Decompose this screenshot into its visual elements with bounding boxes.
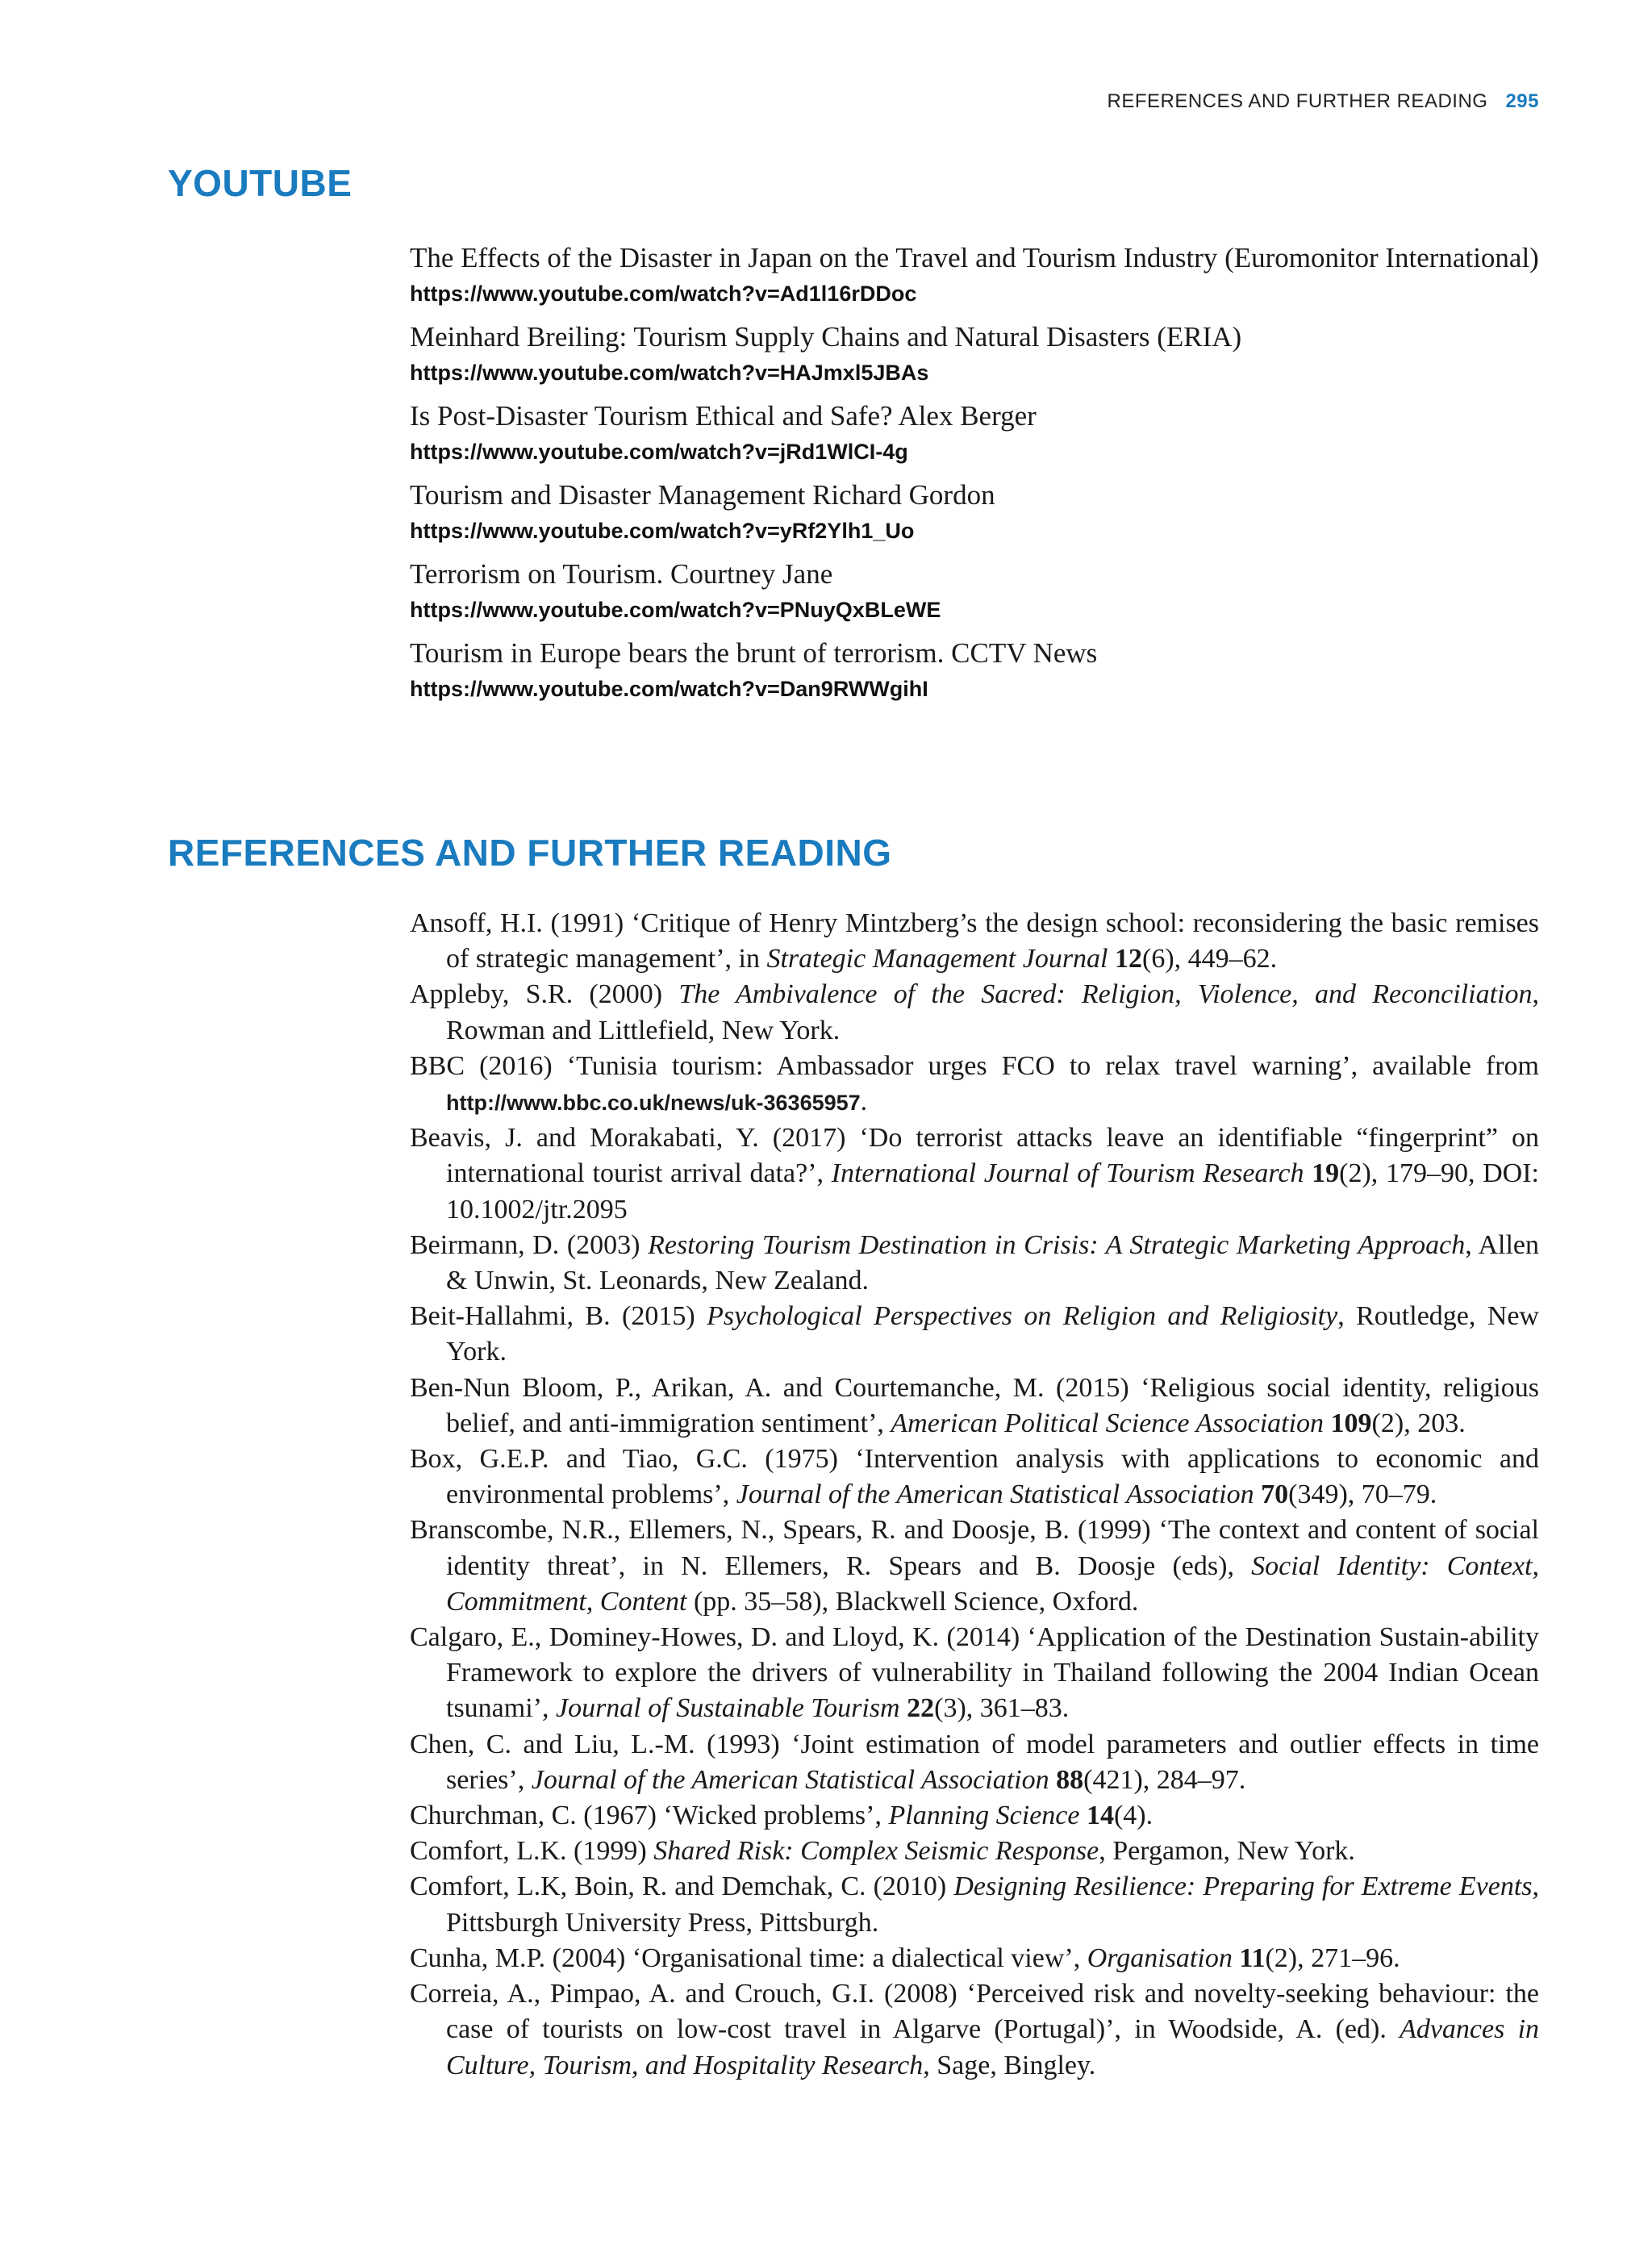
video-title: Tourism and Disaster Management Richard Gordon: [410, 479, 995, 511]
ref-text: Comfort, L.K. (1999): [410, 1836, 654, 1867]
reference-entry: [410, 1299, 1539, 1370]
ref-detail: (3), 361–83.: [934, 1693, 1070, 1724]
reference-entry: [410, 1976, 1539, 2084]
reference-entry: [410, 1228, 1539, 1299]
reference-entry: [410, 977, 1539, 1048]
ref-source: International Journal of Tourism Research: [831, 1158, 1304, 1189]
ref-text: Beavis, J. and Morakabati, Y. (2017) ‘Do terrorist attacks leave an identifiable “fingerprint” on international tourist arrival data?’,: [410, 1123, 1539, 1189]
youtube-entry: [410, 478, 1539, 549]
youtube-entry: [410, 557, 1539, 628]
ref-volume: 70: [1254, 1479, 1289, 1510]
reference-entry: [410, 1620, 1539, 1727]
ref-text: Appleby, S.R. (2000): [410, 979, 679, 1010]
reference-entry: [410, 1371, 1539, 1442]
ref-detail: , Sage, Bingley.: [923, 2050, 1096, 2080]
ref-text: BBC (2016) ‘Tunisia tourism: Ambassador urges FCO to relax travel warning’, available from: [410, 1050, 1539, 1081]
ref-text: Beirmann, D. (2003): [410, 1229, 649, 1260]
ref-detail: (421), 284–97.: [1083, 1764, 1246, 1795]
ref-detail: (2), 271–96.: [1265, 1942, 1400, 1973]
reference-entry: [410, 1834, 1539, 1869]
reference-entry: [410, 1442, 1539, 1513]
video-title: Meinhard Breiling: Tourism Supply Chains and Natural Disasters (ERIA): [410, 321, 1242, 353]
ref-source: Planning Science: [888, 1801, 1080, 1831]
video-link[interactable]: https://www.youtube.com/watch?v=PNuyQxBLeWE: [410, 598, 941, 622]
video-link[interactable]: https://www.youtube.com/watch?v=yRf2Ylh1_Uo: [410, 519, 915, 543]
ref-source: Advances in Culture, Tourism, and Hospitality Research: [446, 2014, 1540, 2080]
ref-source: Social Identity: Context, Commitment, Content: [446, 1550, 1539, 1617]
youtube-entry: [410, 240, 1539, 311]
ref-text: Ansoff, H.I. (1991) ‘Critique of Henry Mintzberg’s the design school: reconsidering the basic remises of strategic management’, in: [410, 908, 1539, 974]
ref-text: Beit-Hallahmi, B. (2015): [410, 1301, 707, 1332]
ref-source: Journal of Sustainable Tourism: [555, 1693, 900, 1724]
ref-text: Ben-Nun Bloom, P., Arikan, A. and Courtemanche, M. (2015) ‘Religious social identity, religious belief, and anti-immigration sentiment’,: [410, 1372, 1539, 1438]
ref-detail: , Rowman and Littlefield, New York.: [446, 979, 1539, 1045]
ref-detail: (2), 179–90, DOI: 10.1002/jtr.2095: [446, 1158, 1539, 1225]
ref-text: Calgaro, E., Dominey-Howes, D. and Lloyd, K. (2014) ‘Application of the Destination Sustain-ability Framework to explore the drivers of vulnerability in Thailand following the 2004 Indian Ocean tsunami’,: [410, 1622, 1539, 1724]
video-link[interactable]: https://www.youtube.com/watch?v=Dan9RWWgihI: [410, 677, 928, 701]
ref-source: Journal of the American Statistical Association: [736, 1479, 1254, 1510]
video-link[interactable]: https://www.youtube.com/watch?v=jRd1WlCI-4g: [410, 440, 908, 464]
reference-entry: [410, 1941, 1539, 1976]
ref-detail: (2), 203.: [1371, 1408, 1466, 1438]
ref-volume: 14: [1079, 1801, 1114, 1831]
video-link[interactable]: https://www.youtube.com/watch?v=Ad1l16rDDoc: [410, 282, 917, 306]
ref-detail: (4).: [1113, 1801, 1153, 1831]
ref-text: Comfort, L.K, Boin, R. and Demchak, C. (2010): [410, 1872, 954, 1902]
ref-volume: 109: [1324, 1408, 1372, 1438]
ref-volume: 19: [1304, 1158, 1340, 1189]
ref-source: Designing Resilience: Preparing for Extreme Events: [953, 1872, 1533, 1902]
ref-detail: , Routledge, New York.: [446, 1301, 1539, 1367]
running-head: [1108, 90, 1540, 113]
ref-source: American Political Science Association: [891, 1408, 1325, 1438]
ref-source: Shared Risk: Complex Seismic Response: [653, 1836, 1099, 1867]
references-heading: REFERENCES AND FURTHER READING: [168, 832, 892, 874]
ref-text: Chen, C. and Liu, L.-M. (1993) ‘Joint estimation of model parameters and outlier effects in time series’,: [410, 1729, 1539, 1795]
ref-detail: .: [860, 1087, 868, 1117]
ref-text: Correia, A., Pimpao, A. and Crouch, G.I. (2008) ‘Perceived risk and novelty-seeking behaviour: the case of tourists on low-cost travel in Algarve (Portugal)’, in Woodside, A. (ed).: [410, 1979, 1539, 2045]
ref-detail: , Pittsburgh University Press, Pittsburgh.: [446, 1872, 1539, 1938]
youtube-list: [410, 240, 1539, 715]
video-title: Terrorism on Tourism. Courtney Jane: [410, 558, 833, 590]
ref-source: Psychological Perspectives on Religion and Religiosity: [707, 1301, 1338, 1332]
video-title: Is Post-Disaster Tourism Ethical and Safe? Alex Berger: [410, 400, 1037, 432]
ref-text: Box, G.E.P. and Tiao, G.C. (1975) ‘Intervention analysis with applications to economic and environmental problems’,: [410, 1444, 1539, 1510]
reference-entry: [410, 1049, 1539, 1120]
ref-detail: (pp. 35–58), Blackwell Science, Oxford.: [686, 1586, 1139, 1617]
ref-source: Restoring Tourism Destination in Crisis: A Strategic Marketing Approach: [648, 1229, 1466, 1260]
ref-detail: (349), 70–79.: [1288, 1479, 1437, 1510]
page-number: 295: [1505, 90, 1539, 112]
reference-entry: [410, 1513, 1539, 1620]
ref-source: Strategic Management Journal: [766, 944, 1108, 974]
youtube-entry: [410, 319, 1539, 390]
ref-volume: 11: [1232, 1942, 1266, 1973]
ref-text: Churchman, C. (1967) ‘Wicked problems’,: [410, 1801, 889, 1831]
reference-entry: [410, 1727, 1539, 1798]
video-title: Tourism in Europe bears the brunt of terrorism. CCTV News: [410, 637, 1098, 669]
ref-volume: 12: [1108, 944, 1142, 974]
youtube-entry: [410, 636, 1539, 707]
ref-link[interactable]: http://www.bbc.co.uk/news/uk-36365957: [446, 1091, 861, 1116]
ref-text: Branscombe, N.R., Ellemers, N., Spears, R. and Doosje, B. (1999) ‘The context and content of social identity threat’, in N. Ellemers, R. Spears and B. Doosje (eds),: [410, 1515, 1539, 1581]
ref-detail: , Pergamon, New York.: [1099, 1836, 1355, 1867]
ref-volume: 88: [1049, 1764, 1084, 1795]
video-link[interactable]: https://www.youtube.com/watch?v=HAJmxl5JBAs: [410, 361, 929, 385]
reference-entry: [410, 1869, 1539, 1940]
ref-source: The Ambivalence of the Sacred: Religion, Violence, and Reconciliation: [678, 979, 1533, 1010]
video-title: The Effects of the Disaster in Japan on the Travel and Tourism Industry (Euromonitor International): [410, 242, 1539, 273]
running-title: REFERENCES AND FURTHER READING: [1107, 90, 1488, 112]
ref-detail: , Allen & Unwin, St. Leonards, New Zealand.: [446, 1229, 1539, 1296]
ref-source: Organisation: [1087, 1942, 1233, 1973]
youtube-entry: [410, 399, 1539, 469]
ref-detail: (6), 449–62.: [1142, 944, 1278, 974]
reference-entry: [410, 906, 1539, 977]
youtube-heading: YOUTUBE: [168, 162, 353, 204]
ref-text: Cunha, M.P. (2004) ‘Organisational time: a dialectical view’,: [410, 1942, 1087, 1973]
reference-entry: [410, 1798, 1539, 1834]
ref-source: Journal of the American Statistical Association: [531, 1764, 1049, 1795]
ref-volume: 22: [899, 1693, 935, 1724]
reference-list: [410, 906, 1539, 2084]
reference-entry: [410, 1120, 1539, 1228]
